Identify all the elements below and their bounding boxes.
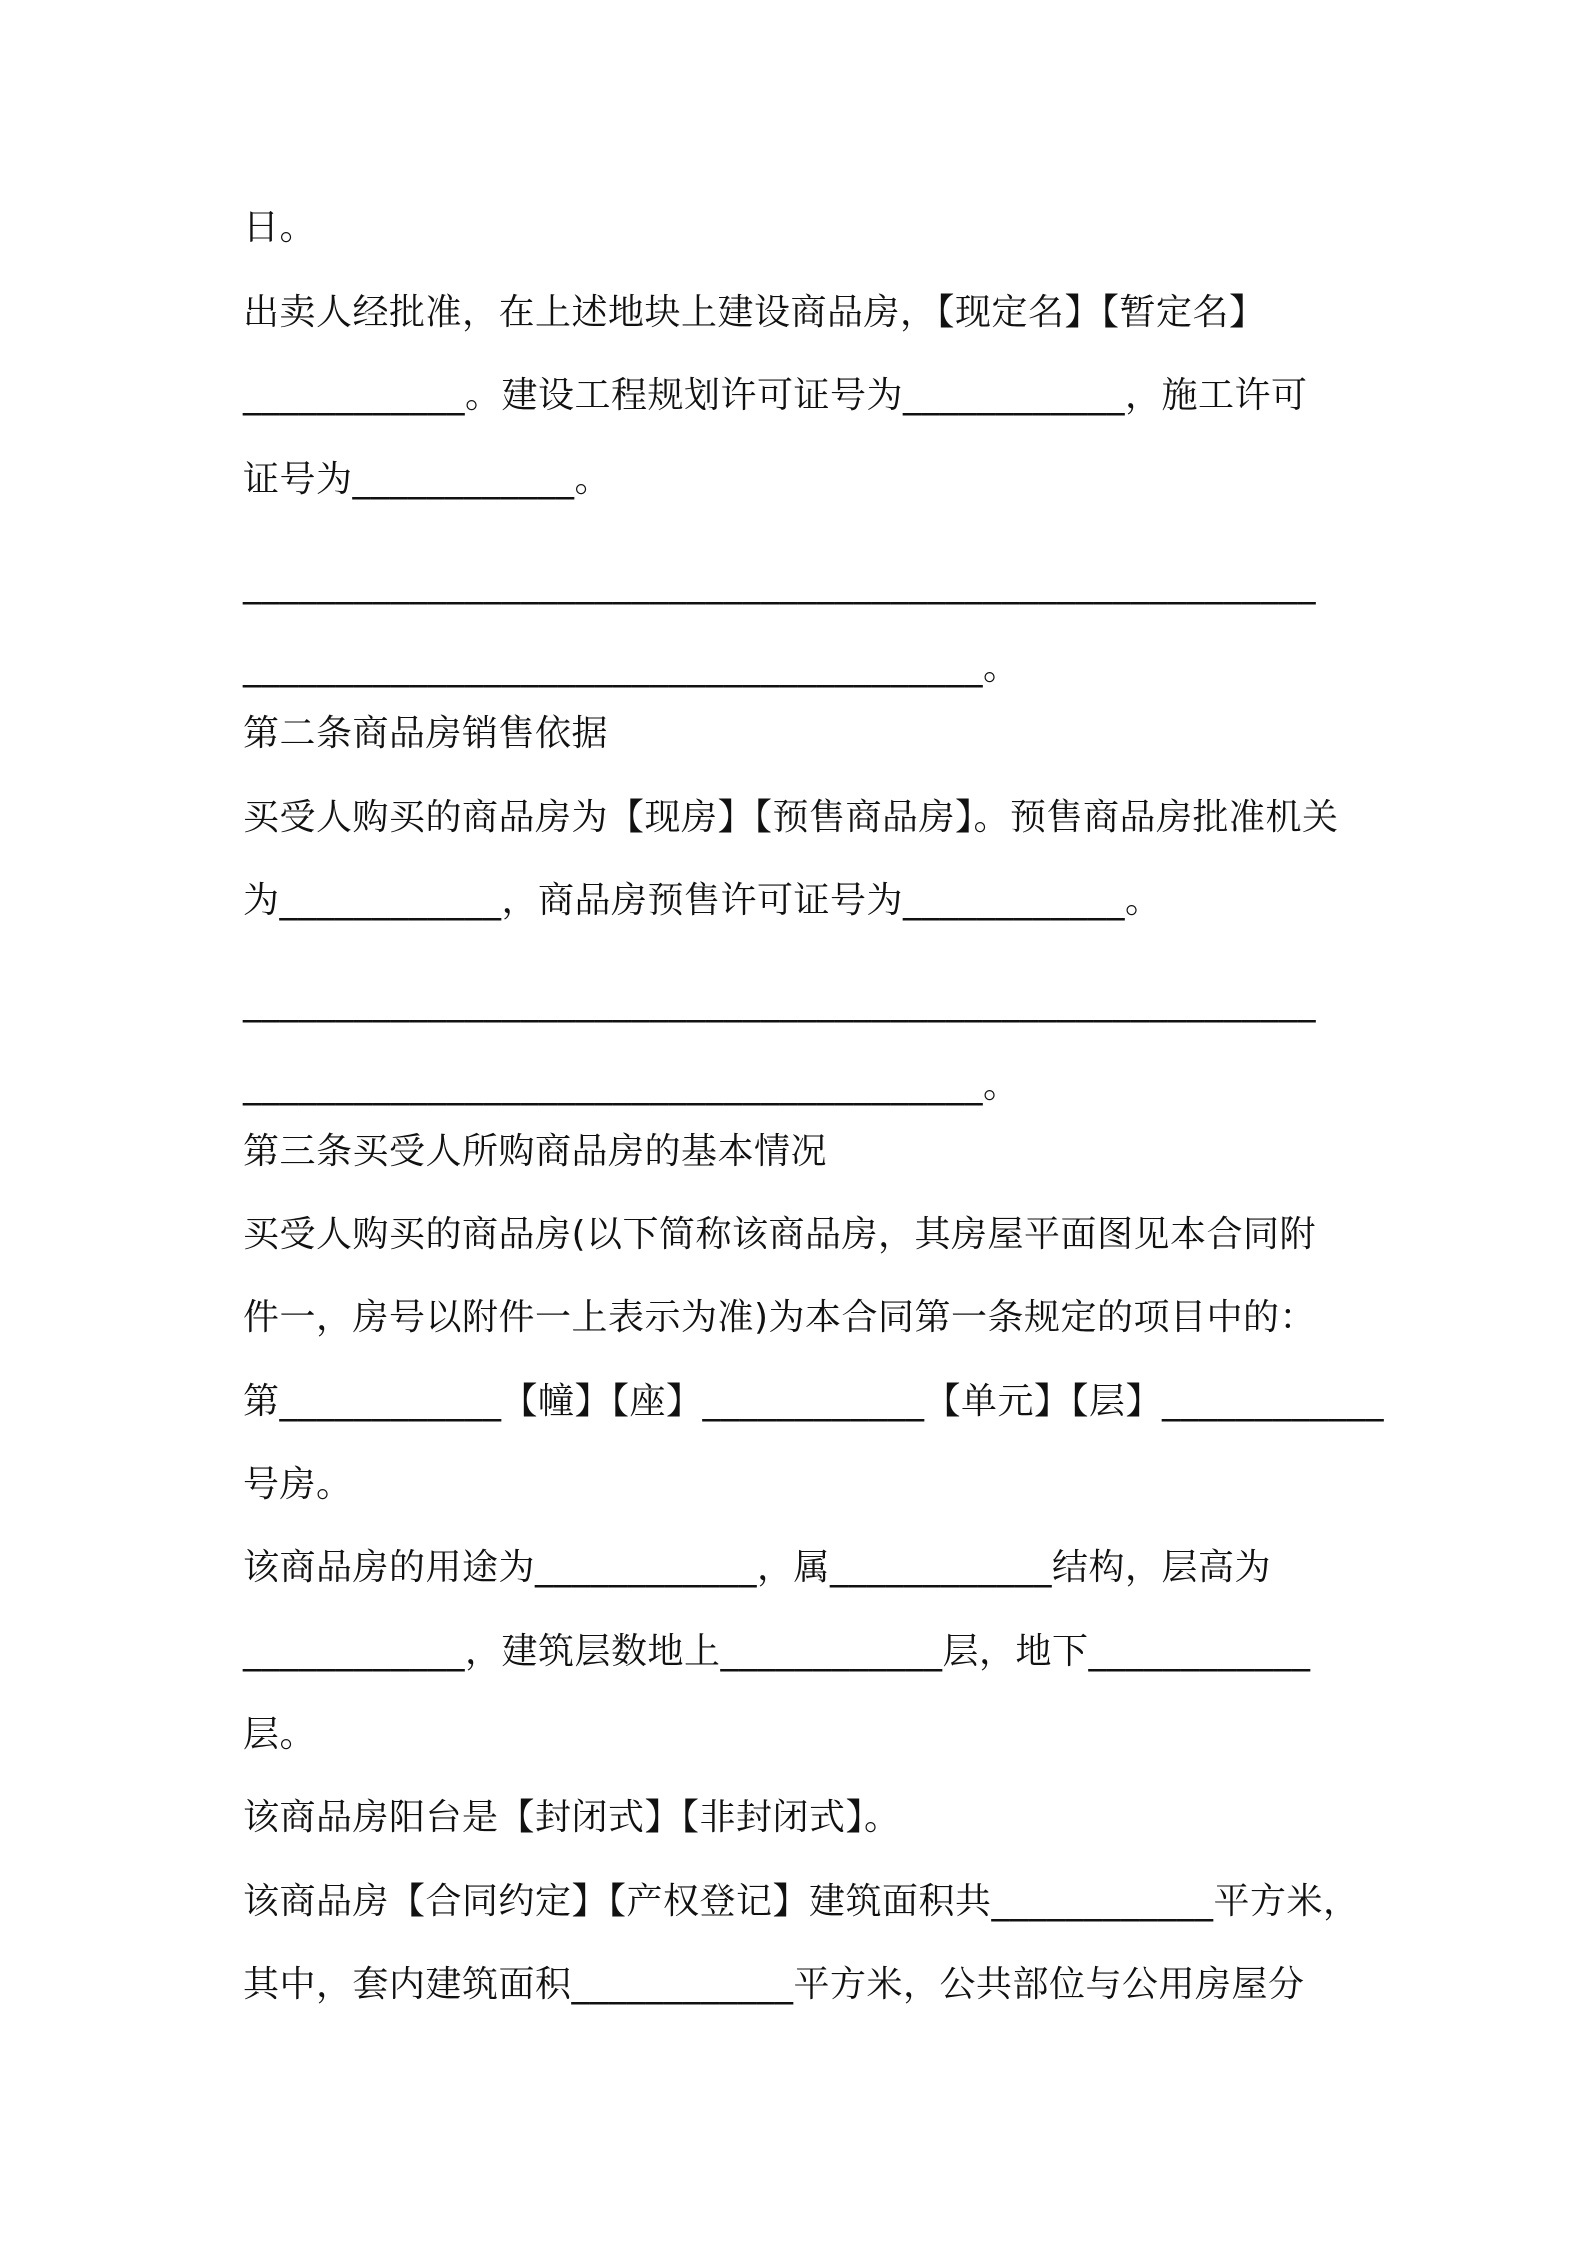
text-line-balcony: 该商品房阳台是【封闭式】【非封闭式】。 — [243, 1797, 901, 1838]
text-line-floor-end: 层。 — [243, 1714, 317, 1755]
text-line-room-no: 号房。 — [243, 1464, 353, 1505]
blank-line-end: ________________________________________。 — [243, 1065, 1020, 1106]
text-line-date-end: 日。 — [243, 207, 317, 248]
text-line-construction-permit: 证号为____________。 — [243, 459, 612, 500]
text-line-seller-approval: 出卖人经批准，在上述地块上建设商品房，【现定名】【暂定名】 — [243, 292, 1266, 333]
section-heading-article-3: 第三条买受人所购商品房的基本情况 — [243, 1131, 828, 1172]
text-line-floors: ____________，建筑层数地上____________层，地下____________ — [243, 1631, 1311, 1672]
text-line-building-area: 该商品房【合同约定】【产权登记】建筑面积共____________平方米， — [243, 1881, 1360, 1922]
text-line-attachment-ref: 件一，房号以附件一上表示为准)为本合同第一条规定的项目中的： — [243, 1297, 1317, 1338]
text-line-usage-structure: 该商品房的用途为____________，属____________结构，层高为 — [243, 1547, 1272, 1588]
section-heading-article-2: 第二条商品房销售依据 — [243, 713, 609, 754]
text-line-presale-permit: 为____________，商品房预售许可证号为____________。 — [243, 880, 1162, 921]
text-line-building-unit: 第____________【幢】【座】____________【单元】【层】____________ — [243, 1381, 1385, 1422]
blank-line-end: ________________________________________。 — [243, 647, 1020, 688]
blank-line: __________________________________________________________ — [243, 564, 1316, 605]
text-line-planning-permit: ____________。建设工程规划许可证号为____________，施工许可 — [243, 375, 1308, 416]
blank-line: __________________________________________________________ — [243, 982, 1316, 1023]
text-line-inner-area: 其中，套内建筑面积____________平方米，公共部位与公用房屋分 — [243, 1964, 1305, 2005]
text-line-house-type: 买受人购买的商品房为【现房】【预售商品房】。预售商品房批准机关 — [243, 797, 1339, 838]
text-line-purchase-desc: 买受人购买的商品房(以下简称该商品房，其房屋平面图见本合同附 — [243, 1214, 1317, 1255]
